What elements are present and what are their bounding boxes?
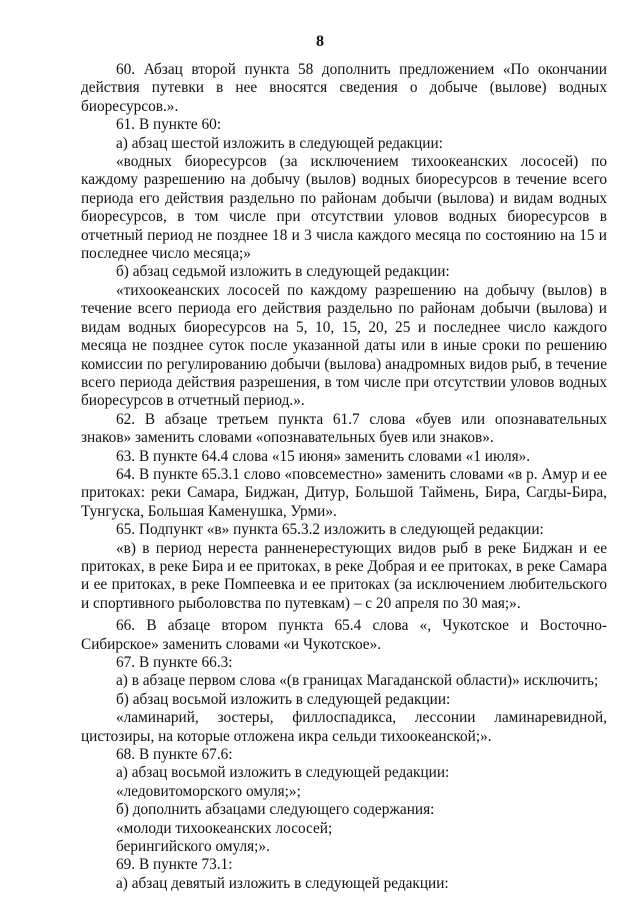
paragraph-62: 62. В абзаце третьем пункта 61.7 слова «буев или опознавательных знаков» заменить словами «опознавательных буев или знаков». [81, 410, 607, 447]
paragraph-63: 63. В пункте 64.4 слова «15 июня» заменить словами «1 июля». [116, 447, 531, 465]
paragraph-65: 65. Подпункт «в» пункта 65.3.2 изложить в следующей редакции: [116, 521, 544, 539]
paragraph-61-b: б) абзац седьмой изложить в следующей редакции: [116, 263, 450, 281]
paragraph-69-a: а) абзац девятый изложить в следующей редакции: [116, 874, 449, 892]
paragraph-68-b-text-1: «молоди тихоокеанских лососей; [116, 819, 333, 837]
paragraph-66: 66. В абзаце втором пункта 65.4 слова «, Чукотское и Восточно-Сибирское» заменить словами «и Чукотское». [81, 617, 607, 653]
paragraph-68-a-text: «ледовитоморского омуля;»; [116, 782, 301, 800]
paragraph-67-b: б) абзац восьмой изложить в следующей редакции: [116, 690, 451, 708]
paragraph-67-b-text: «ламинарий, зостеры, филлоспадикса, лессонии ламинаревидной, цистозиры, на которые отложена икра сельди тихоокеанской;». [81, 709, 607, 745]
paragraph-68: 68. В пункте 67.6: [116, 746, 233, 764]
paragraph-69: 69. В пункте 73.1: [116, 856, 233, 874]
paragraph-64: 64. В пункте 65.3.1 слово «повсеместно» заменить словами «в р. Амур и ее притоках: реки Самара, Биджан, Дитур, Большой Таймень, Бира, Сагды-Бира, Тунгуска, Большая Каменушка, Урми». [81, 465, 607, 520]
paragraph-61-b-text: «тихоокеанских лососей по каждому разрешению на добычу (вылов) в течение всего периода его действия раздельно по районам добычи (вылова) и видам водных биоресурсов на 5, 10, 15, 20, 25 и последнее число каждого месяца не позднее суток после указанной даты или в иные сроки по решению комиссии по регулированию добычи (вылова) анадромных видов рыб, в течение всего периода действия разрешения, в том числе при отсутствии уловов водных биоресурсов в отчетный период.». [81, 281, 607, 410]
paragraph-65-text: «в) в период нереста ранненерестующих видов рыб в реке Биджан и ее притоках, в реке Бира и ее притоках, в реке Добрая и ее притоках, в реке Самара и ее притоках, в реке Помпеевка и ее притоках (за исключением любительского и спортивного рыболовства по путевкам) – с 20 апреля по 30 мая;». [81, 539, 607, 612]
paragraph-61: 61. В пункте 60: [116, 116, 222, 134]
paragraph-67-a: а) в абзаце первом слова «(в границах Магаданской области)» исключить; [116, 672, 599, 690]
paragraph-67: 67. В пункте 66.3: [116, 654, 233, 671]
page-number: 8 [316, 33, 324, 50]
paragraph-68-a: а) абзац восьмой изложить в следующей редакции: [116, 764, 450, 782]
paragraph-68-b-text-2: берингийского омуля;». [116, 838, 270, 856]
paragraph-68-b: б) дополнить абзацами следующего содержания: [116, 801, 435, 819]
paragraph-61-a-text: «водных биоресурсов (за исключением тихоокеанских лососей) по каждому разрешению на добычу (вылов) водных биоресурсов в течение всего периода его действия раздельно по районам добычи (вылова) и видам водных биоресурсов, в том числе при отсутствии уловов водных биоресурсов в отчетный период не позднее 18 и 3 числа каждого месяца по состоянию на 15 и последнее число месяца;» [81, 153, 607, 263]
paragraph-61-a: а) абзац шестой изложить в следующей редакции: [116, 134, 443, 152]
document-body [81, 61, 607, 893]
paragraph-60: 60. Абзац второй пункта 58 дополнить предложением «По окончании действия путевки в нее вносятся сведения о добыче (вылове) водных биоресурсов.». [81, 61, 607, 115]
